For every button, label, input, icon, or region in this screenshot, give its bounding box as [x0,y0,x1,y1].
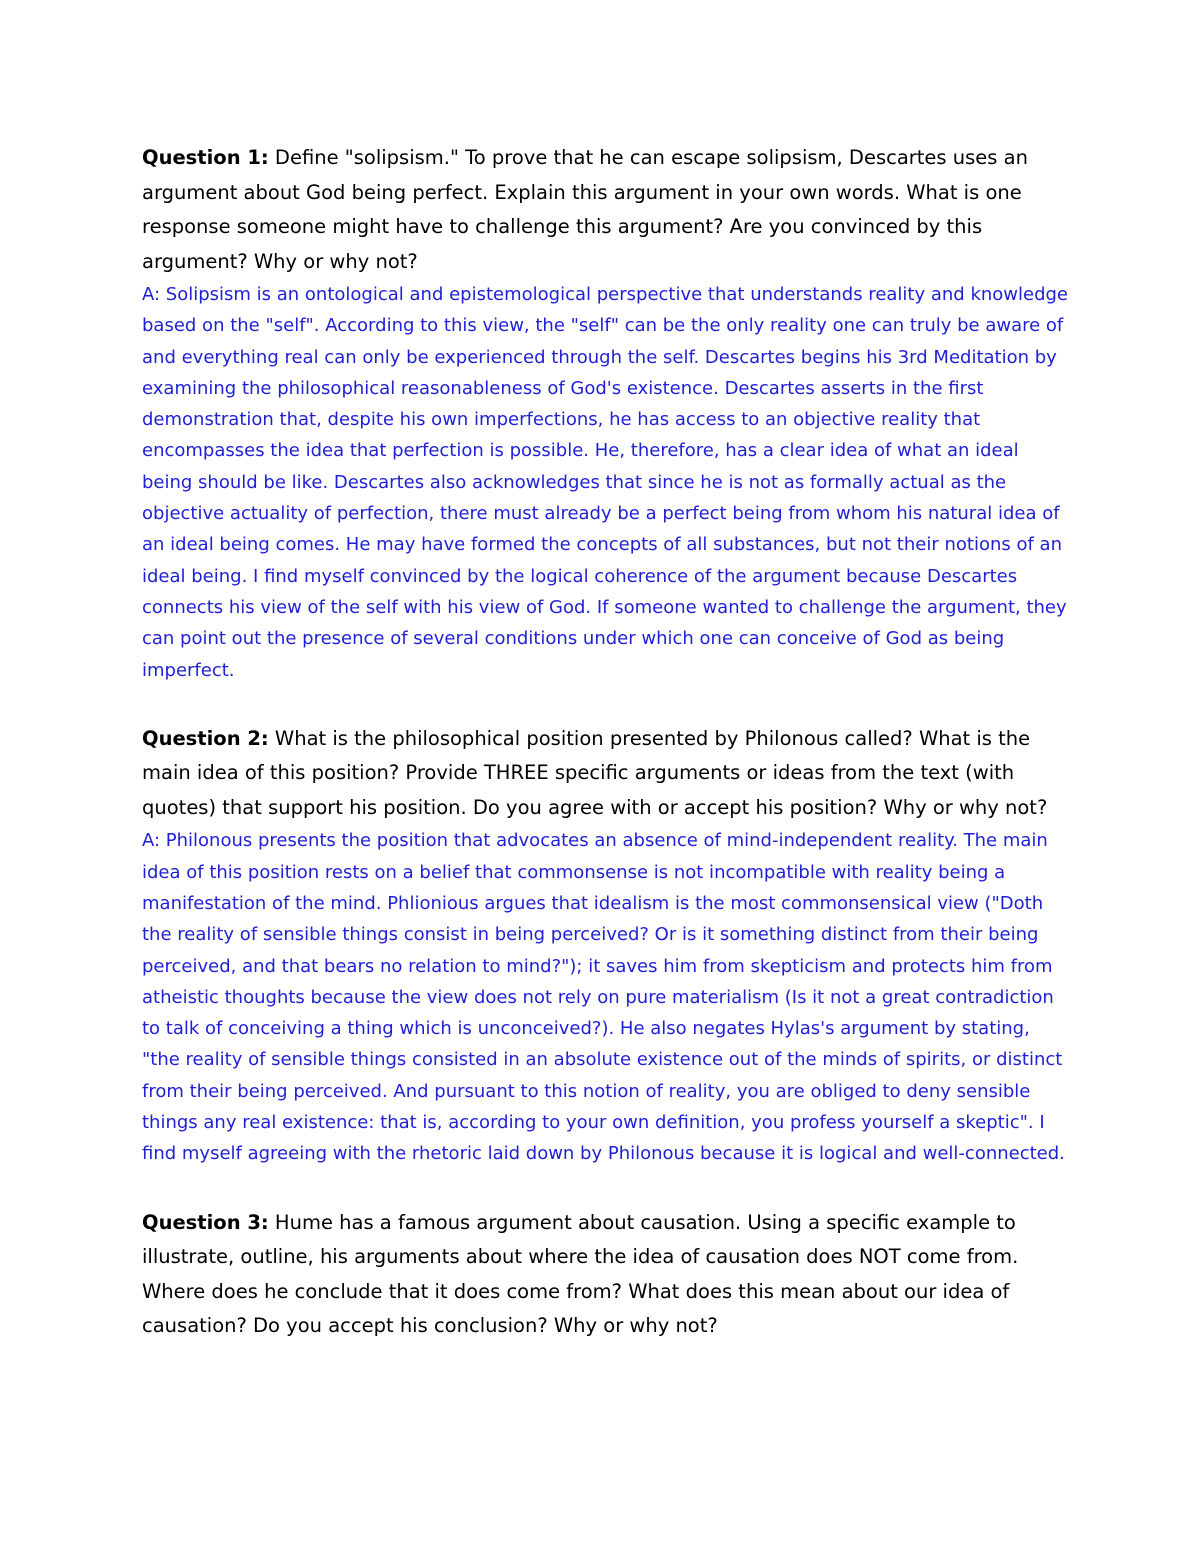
question-2-answer: A: Philonous presents the position that advocates an absence of mind-independent reality. The main idea of this position rests on a belief that commonsense is not incompatible with reality being a manifestation of the mind. Phlionious argues that idealism is the most commonsensical view ("Doth the reality of sensible things consist in being perceived? Or is it something distinct from their being perceived, and that bears no relation to mind?"); it saves him from skepticism and protects him from atheistic thoughts because the view does not rely on pure materialism (Is it not a great contradiction to talk of conceiving a thing which is unconceived?). He also negates Hylas's argument by stating, "the reality of sensible things consisted in an absolute existence out of the minds of spirits, or distinct from their being perceived. And pursuant to this notion of reality, you are obliged to deny sensible things any real existence: that is, according to your own definition, you profess yourself a skeptic". I find myself agreeing with the rhetoric laid down by Philonous because it is logical and well-connected. [142,830,1065,1165]
question-3-prompt [142,1206,1072,1344]
question-1-text: Define "solipsism." To prove that he can escape solipsism, Descartes uses an argument about God being perfect. Explain this argument in your own words. What is one response someone might have to challenge this argument? Are you convinced by this argument? Why or why not? [142,146,1028,273]
question-2-prompt [142,722,1072,826]
question-1-prompt [142,141,1072,279]
question-1-answer: A: Solipsism is an ontological and epistemological perspective that understands reality and knowledge based on the "self". According to this view, the "self" can be the only reality one can truly be aware of and everything real can only be experienced through the self. Descartes begins his 3rd Meditation by examining the philosophical reasonableness of God's existence. Descartes asserts in the first demonstration that, despite his own imperfections, he has access to an objective reality that encompasses the idea that perfection is possible. He, therefore, has a clear idea of what an ideal being should be like. Descartes also acknowledges that since he is not as formally actual as the objective actuality of perfection, there must already be a perfect being from whom his natural idea of an ideal being comes. He may have formed the concepts of all substances, but not their notions of an ideal being. I find myself convinced by the logical coherence of the argument because Descartes connects his view of the self with his view of God. If someone wanted to challenge the argument, they can point out the presence of several conditions under which one can conceive of God as being imperfect. [142,284,1069,681]
question-3-block [142,1206,1072,1344]
paragraph-spacer [142,1170,1072,1206]
question-2-label: Question 2: [142,726,269,750]
question-1-block [142,141,1072,686]
document-body [142,141,1072,1344]
paragraph-spacer [142,686,1072,722]
question-2-block [142,722,1072,1170]
question-2-text: What is the philosophical position presented by Philonous called? What is the main idea of this position? Provide THREE specific arguments or ideas from the text (with quotes) that support his position. Do you agree with or accept his position? Why or why not? [142,726,1048,819]
question-3-text: Hume has a famous argument about causation. Using a specific example to illustrate, outline, his arguments about where the idea of causation does NOT come from. Where does he conclude that it does come from? What does this mean about our idea of causation? Do you accept his conclusion? Why or why not? [142,1210,1019,1338]
question-1-label: Question 1: [142,146,269,169]
question-3-label: Question 3: [142,1210,269,1234]
